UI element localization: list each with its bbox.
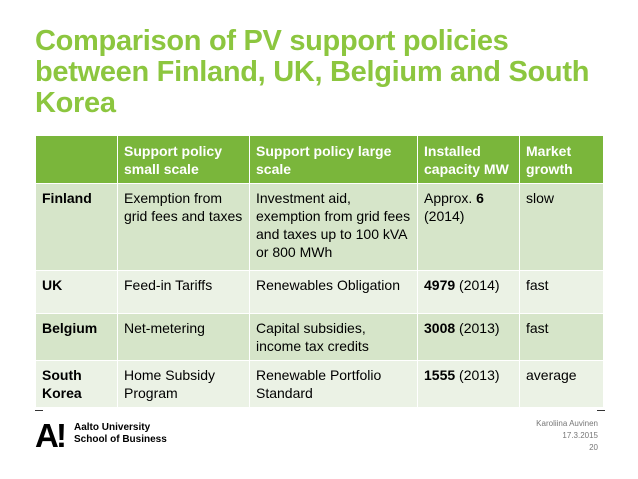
large-scale-cell: Investment aid, exemption from grid fees and taxes up to 100 kVA or 800 MWh <box>250 184 418 271</box>
country-cell: South Korea <box>36 361 118 408</box>
header-cell-installed-capacity: Installed capacity MW <box>418 136 520 184</box>
small-scale-cell: Net-metering <box>118 314 250 361</box>
large-scale-cell: Renewables Obligation <box>250 271 418 314</box>
country-cell: Belgium <box>36 314 118 361</box>
small-scale-cell: Feed-in Tariffs <box>118 271 250 314</box>
capacity-year: (2013) <box>455 367 500 383</box>
capacity-cell <box>418 314 520 361</box>
capacity-year: (2013) <box>455 320 500 336</box>
capacity-prefix: Approx. <box>424 190 477 206</box>
table-header-row <box>36 136 604 184</box>
capacity-value: 1555 <box>424 367 456 383</box>
header-cell-empty <box>36 136 118 184</box>
table-row <box>36 271 604 314</box>
table-row <box>36 361 604 408</box>
capacity-value: 6 <box>476 190 484 206</box>
small-scale-cell: Exemption from grid fees and taxes <box>118 184 250 271</box>
footer-page-number: 20 <box>589 443 598 452</box>
footer-rule-right <box>597 410 605 411</box>
small-scale-cell: Home Subsidy Program <box>118 361 250 408</box>
large-scale-cell: Renewable Portfolio Standard <box>250 361 418 408</box>
header-cell-market-growth: Market growth <box>520 136 604 184</box>
header-cell-small-scale: Support policy small scale <box>118 136 250 184</box>
country-cell: UK <box>36 271 118 314</box>
capacity-cell <box>418 184 520 271</box>
growth-cell: slow <box>520 184 604 271</box>
table-row <box>36 314 604 361</box>
footer-author: Karoliina Auvinen <box>536 419 598 428</box>
table-row <box>36 184 604 271</box>
large-scale-cell: Capital subsidies, income tax credits <box>250 314 418 361</box>
growth-cell: fast <box>520 314 604 361</box>
logo-school-name: School of Business <box>74 434 167 445</box>
capacity-value: 4979 <box>424 277 456 293</box>
logo-university-name: Aalto University <box>74 422 151 433</box>
footer-date: 17.3.2015 <box>562 431 598 440</box>
capacity-cell <box>418 271 520 314</box>
logo-mark-a: A <box>35 417 59 454</box>
country-cell: Finland <box>36 184 118 271</box>
logo-mark-exclamation: ! <box>56 417 67 454</box>
growth-cell: fast <box>520 271 604 314</box>
capacity-value: 3008 <box>424 320 456 336</box>
capacity-year: (2014) <box>455 277 500 293</box>
slide-title: Comparison of PV support policies between Finland, UK, Belgium and South Korea <box>35 25 590 119</box>
growth-cell: average <box>520 361 604 408</box>
comparison-table <box>35 135 604 408</box>
header-cell-large-scale: Support policy large scale <box>250 136 418 184</box>
footer-rule-left <box>35 410 43 411</box>
capacity-cell <box>418 361 520 408</box>
capacity-year: (2014) <box>424 208 465 224</box>
